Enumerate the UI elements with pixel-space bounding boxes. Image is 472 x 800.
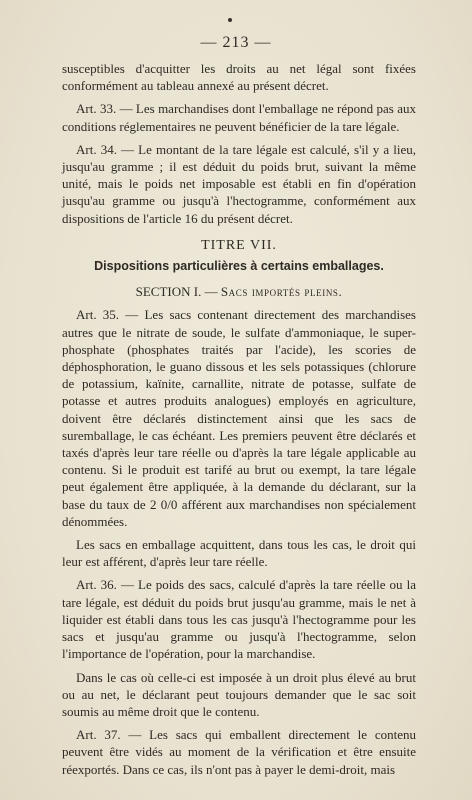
title-heading: TITRE VII. [201,237,277,253]
section-number: SECTION I. — [135,284,218,300]
paragraph-art-33: Art. 33. — Les marchandises dont l'emballage ne répond pas aux conditions réglementaires ne peuvent bénéficier de la tare légale. [62,101,416,134]
paragraph-art-36: Art. 36. — Le poids des sacs, calculé d'après la tare réelle ou la tare légale, est déduit du poids brut jusqu'au gramme, mais le net à liquider est établi dans tous les cas jusqu'à l'hectogramme pour les sacs et jusqu'au gramme ou jusqu'à l'hectogramme, selon l'importance de l'opération, pour la marchandise. [62,577,416,662]
paragraph-art-35: Art. 35. — Les sacs contenant directement des marchandises autres que le nitrate de soude, le sulfate d'ammoniaque, le super-phosphate (phosphates traités par l'acide), les scories de déphosphoration, le guano dissous et les sels potassiques (chlorure de potassium, kaïnite, carnallite, nitrate de potasse, sulfate de potasse et autres produits analogues) employés en agriculture, doivent être déclarés distinctement ainsi que les sacs de suremballage, le cas échéant. Les premiers peuvent être déclarés et taxés d'après leur tare réelle ou d'après la tare légale applicable au contenu. Si le produit est tarifé au brut ou exempt, la tare légale peut également être appliquée, à la demande du déclarant, sur la base du taux de 2 0/0 afférent aux marchandises non spécialement dénommées. [62,307,416,529]
paragraph-art-34: Art. 34. — Le montant de la tare légale est calculé, s'il y a lieu, jusqu'au gramme ; il est déduit du poids brut, suivant la même unité, mais le poids net imposable est établi en fin d'opération jusqu'au gramme ou jusqu'à l'hectogramme, conformément aux dispositions de l'article 16 du présent décret. [62,141,416,226]
paragraph-sacs-emballage: Les sacs en emballage acquittent, dans tous les cas, le droit qui leur est afférent, d'après leur tare réelle. [62,537,416,570]
subtitle-heading: Dispositions particulières à certains emballages. [94,259,384,274]
section-heading [62,283,416,300]
page-number: — 213 — [200,34,272,51]
paragraph-continuation: susceptibles d'acquitter les droits au net légal sont fixées conformément au tableau annexé au présent décret. [62,61,416,94]
paragraph-droit-plus-eleve: Dans le cas où celle-ci est imposée à un droit plus élevé au brut ou au net, le déclarant peut toujours demander que le sac soit soumis au même droit que le contenu. [62,669,416,719]
paragraph-art-37: Art. 37. — Les sacs qui emballent directement le contenu peuvent être vidés au moment de la vérification et être ensuite réexportés. Dans ce cas, ils n'ont pas à payer le demi-droit, mais [62,727,416,777]
body-text [62,60,416,784]
section-name: Sacs importés pleins. [220,284,343,300]
ink-dot [228,18,232,22]
